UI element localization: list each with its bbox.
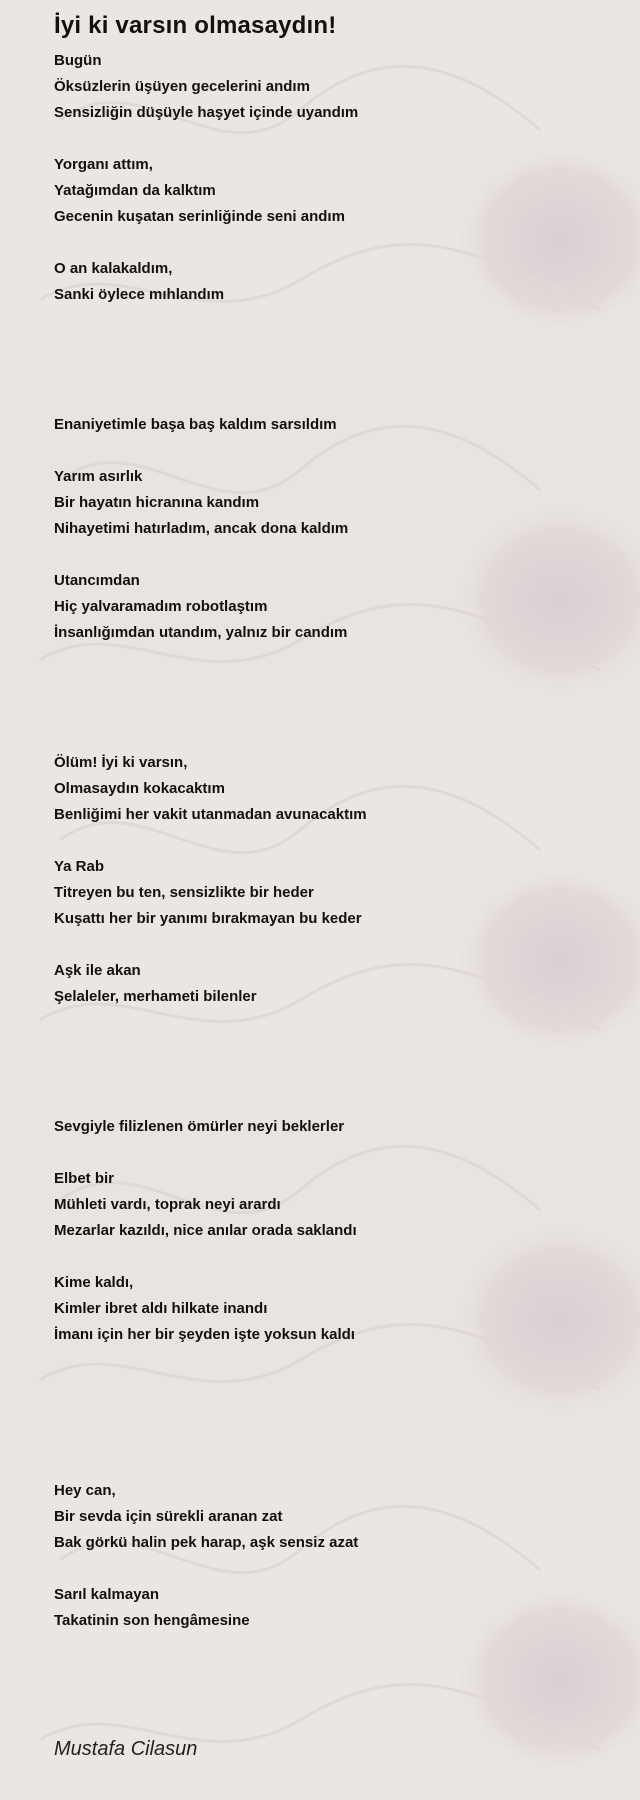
poem-line: Gecenin kuşatan serinliğinde seni andım [54, 208, 345, 225]
poem-line: Kimler ibret aldı hilkate inandı [54, 1300, 268, 1317]
poem-line: Bir hayatın hicranına kandım [54, 494, 260, 511]
stanza-gap [54, 1036, 560, 1062]
poem-line: Sevgiyle filizlenen ömürler neyi beklerler [54, 1118, 345, 1135]
poem-line: Sensizliğin düşüyle haşyet içinde uyandım [54, 104, 359, 121]
stanza-gap [54, 1348, 560, 1374]
poem-line: Ya Rab [54, 858, 105, 875]
poem-line: Sarıl kalmayan [54, 1586, 160, 1603]
poem-line: Kuşattı her bir yanımı bırakmayan bu keder [54, 910, 362, 927]
stanza-gap [54, 334, 560, 360]
poem-body [54, 48, 560, 1634]
poem-line: Yorganı attım, [54, 156, 153, 173]
stanza-gap [54, 542, 560, 568]
poem-line: Kime kaldı, [54, 1274, 134, 1291]
poem-line: Hiç yalvaramadım robotlaştım [54, 598, 268, 615]
stanza-gap [54, 1556, 560, 1582]
stanza-gap [54, 126, 560, 152]
poem-line: Olmasaydın kokacaktım [54, 780, 225, 797]
stanza-gap [54, 1088, 560, 1114]
stanza-gap [54, 1400, 560, 1426]
stanza-gap [54, 1062, 560, 1088]
poem-line: Benliğimi her vakit utanmadan avunacaktım [54, 806, 367, 823]
poem-line: Bugün [54, 52, 102, 69]
poem-line: Yarım asırlık [54, 468, 143, 485]
poem-line: İmanı için her bir şeyden işte yoksun kaldı [54, 1326, 355, 1343]
stanza-gap [54, 646, 560, 672]
stanza-gap [54, 230, 560, 256]
stanza-gap [54, 1426, 560, 1452]
stanza-gap [54, 1244, 560, 1270]
poem-line: Utancımdan [54, 572, 140, 589]
poem-line: Aşk ile akan [54, 962, 141, 979]
stanza-gap [54, 1140, 560, 1166]
stanza-gap [54, 698, 560, 724]
stanza-gap [54, 1452, 560, 1478]
stanza-gap [54, 386, 560, 412]
stanza-gap [54, 1374, 560, 1400]
poem-title: İyi ki varsın olmasaydın! [54, 12, 337, 39]
stanza-gap [54, 1010, 560, 1036]
stanza-gap [54, 672, 560, 698]
poem-line: Takatinin son hengâmesine [54, 1612, 250, 1629]
poem-line: O an kalakaldım, [54, 260, 173, 277]
author-block [54, 1738, 197, 1761]
poem-line: Ölüm! İyi ki varsın, [54, 754, 188, 771]
stanza-gap [54, 308, 560, 334]
poem-line: Sanki öylece mıhlandım [54, 286, 225, 303]
poem-line: Elbet bir [54, 1170, 115, 1187]
poem-line: Mühleti vardı, toprak neyi arardı [54, 1196, 281, 1213]
stanza-gap [54, 438, 560, 464]
poem-line: Mezarlar kazıldı, nice anılar orada saklandı [54, 1222, 357, 1239]
poem-line: Nihayetimi hatırladım, ancak dona kaldım [54, 520, 349, 537]
poem-line: Enaniyetimle başa baş kaldım sarsıldım [54, 416, 337, 433]
poem-line: Titreyen bu ten, sensizlikte bir heder [54, 884, 314, 901]
poem-author: Mustafa Cilasun [54, 1738, 198, 1760]
stanza-gap [54, 360, 560, 386]
stanza-gap [54, 828, 560, 854]
poem-line: İnsanlığımdan utandım, yalnız bir candım [54, 624, 348, 641]
poem-line: Şelaleler, merhameti bilenler [54, 988, 257, 1005]
poem-line: Bak görkü halin pek harap, aşk sensiz azat [54, 1534, 359, 1551]
stanza-gap [54, 932, 560, 958]
poem-line: Öksüzlerin üşüyen gecelerini andım [54, 78, 310, 95]
stanza-gap [54, 724, 560, 750]
poem-line: Yatağımdan da kalktım [54, 182, 216, 199]
poem-line: Bir sevda için sürekli aranan zat [54, 1508, 283, 1525]
poem-line: Hey can, [54, 1482, 116, 1499]
